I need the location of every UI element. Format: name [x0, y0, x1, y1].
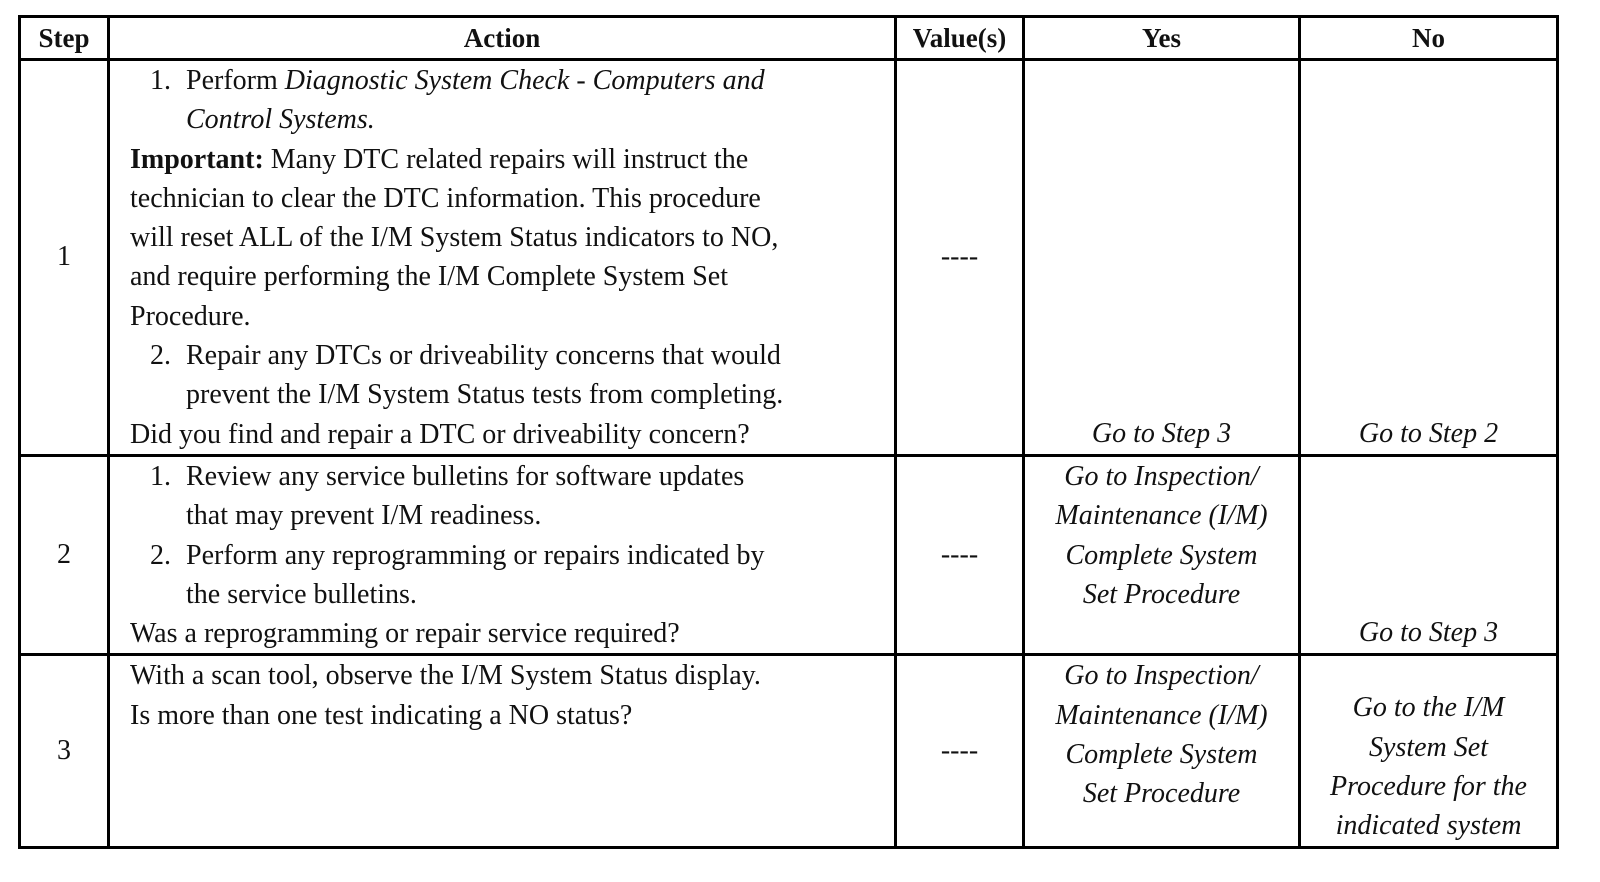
action-cell [109, 655, 896, 848]
step-number: 1 [20, 60, 109, 456]
question-text: Was a reprogramming or repair service required? [130, 618, 680, 650]
yes-cell [1024, 655, 1300, 848]
procedure-link[interactable]: Complete System [1065, 539, 1258, 571]
procedure-link[interactable]: Set Procedure [1082, 778, 1241, 810]
header-row [20, 17, 1558, 60]
question-text: Did you find and repair a DTC or driveability concern? [130, 418, 750, 450]
no-cell [1300, 60, 1558, 456]
yes-cell [1024, 60, 1300, 456]
important-text: will reset ALL of the I/M System Status indicators to NO, [130, 222, 779, 254]
action-cell [109, 455, 896, 654]
value-cell: ---- [896, 60, 1024, 456]
value-cell: ---- [896, 655, 1024, 848]
item-number: 1. [150, 460, 171, 492]
procedure-link[interactable]: Procedure for the [1330, 770, 1527, 802]
important-text: Many DTC related repairs will instruct the [270, 143, 749, 175]
procedure-link[interactable]: Maintenance (I/M) [1055, 699, 1268, 731]
action-item [130, 61, 894, 100]
important-label: Important: [130, 143, 264, 175]
go-to-step-link[interactable]: Go to Step 3 [1358, 617, 1499, 649]
item-number: 2. [150, 340, 171, 372]
item-text: prevent the I/M System Status tests from completing. [186, 379, 784, 411]
procedure-link[interactable]: Go to Inspection/ [1064, 660, 1259, 692]
action-item [130, 336, 894, 375]
diagnostic-system-check-link[interactable]: Diagnostic System Check - Computers and [284, 65, 765, 96]
important-text: and require performing the I/M Complete System Set [130, 261, 728, 293]
table-row [20, 655, 1558, 848]
step-number: 2 [20, 455, 109, 654]
diagnostic-system-check-link-cont[interactable]: Control Systems. [186, 104, 375, 136]
item-number: 2. [150, 539, 171, 571]
diagnostic-table [18, 15, 1559, 849]
header-step: Step [20, 17, 109, 60]
header-action: Action [109, 17, 896, 60]
no-cell [1300, 455, 1558, 654]
item-text: the service bulletins. [186, 578, 417, 610]
action-cell [109, 60, 896, 456]
question-text: Is more than one test indicating a NO status? [130, 699, 633, 731]
item-text: that may prevent I/M readiness. [186, 500, 542, 532]
go-to-step-link[interactable]: Go to Step 3 [1091, 417, 1232, 449]
important-text: technician to clear the DTC information. This procedure [130, 182, 761, 214]
important-note [130, 140, 894, 179]
item-text: Repair any DTCs or driveability concerns that would [186, 340, 781, 372]
action-item [130, 457, 894, 496]
header-no: No [1300, 17, 1558, 60]
header-yes: Yes [1024, 17, 1300, 60]
table-row [20, 60, 1558, 456]
procedure-link[interactable]: Maintenance (I/M) [1055, 500, 1268, 532]
value-cell: ---- [896, 455, 1024, 654]
procedure-link[interactable]: Go to Inspection/ [1064, 460, 1259, 492]
action-text: With a scan tool, observe the I/M System Status display. [130, 660, 761, 692]
go-to-step-link[interactable]: Go to Step 2 [1358, 417, 1499, 449]
table-row [20, 455, 1558, 654]
procedure-link[interactable]: Set Procedure [1082, 578, 1241, 610]
item-number: 1. [150, 65, 171, 96]
procedure-link[interactable]: indicated system [1335, 810, 1522, 842]
important-text: Procedure. [130, 300, 251, 332]
procedure-link[interactable]: Go to the I/M [1352, 692, 1505, 724]
item-text: Perform any reprogramming or repairs indicated by [186, 539, 765, 571]
step-number: 3 [20, 655, 109, 848]
no-cell [1300, 655, 1558, 848]
item-text: Perform [186, 65, 278, 96]
procedure-link[interactable]: System Set [1369, 731, 1488, 763]
procedure-link[interactable]: Complete System [1065, 739, 1258, 771]
yes-cell [1024, 455, 1300, 654]
header-values: Value(s) [896, 17, 1024, 60]
item-text: Review any service bulletins for software updates [186, 460, 745, 492]
action-item [130, 536, 894, 575]
